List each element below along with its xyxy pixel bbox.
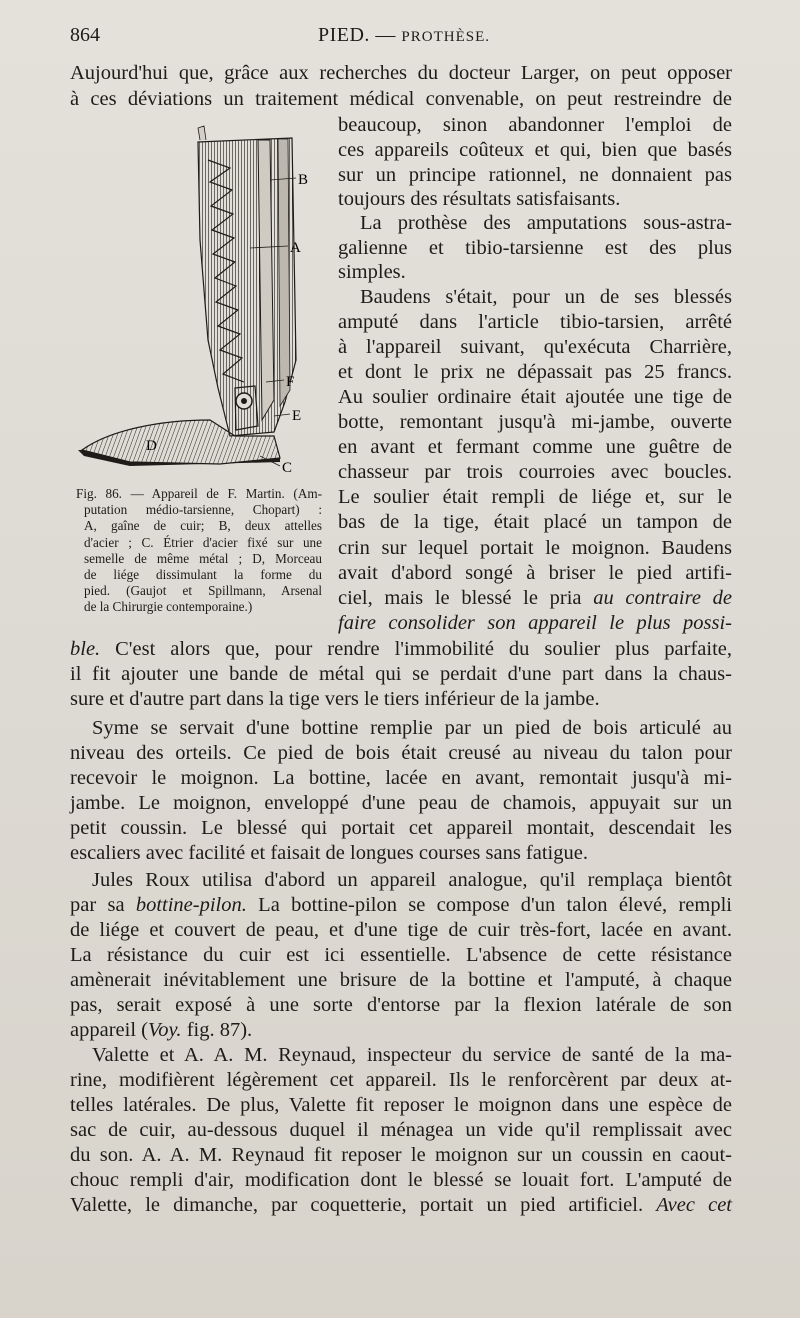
italic-run: faire consolider son appareil le plus possi-: [338, 612, 732, 634]
text-line: [338, 610, 732, 636]
text-line: chasseur par trois courroies avec boucles.: [338, 461, 732, 483]
caption-line: de liége dissimulant la forme du: [84, 566, 322, 582]
figure-caption: [76, 486, 322, 616]
text-run: fig. 87).: [181, 1019, 253, 1041]
text-line: recevoir le moignon. La bottine, lacée en avant, remontait jusqu'à mi-: [70, 767, 732, 789]
label-d: D: [146, 438, 157, 454]
text-line: [70, 1017, 732, 1043]
text-line: botte, remontant jusqu'à mi-jambe, ouverte: [338, 411, 732, 433]
text-line: toujours des résultats satisfaisants.: [338, 188, 621, 210]
label-f: F: [286, 374, 295, 390]
italic-run: Avec cet: [656, 1194, 732, 1216]
text-line: ces appareils coûteux et qui, bien que basés: [338, 139, 732, 161]
text-line: [338, 585, 732, 611]
italic-run: ble.: [70, 638, 101, 660]
text-line: pas, serait exposé à une sorte d'entorse par la flexion latérale de son: [70, 994, 732, 1016]
text-line: beaucoup, sinon abandonner l'emploi de: [338, 114, 732, 136]
text-line: sure et d'autre part dans la tige vers le tiers inférieur de la jambe.: [70, 688, 600, 710]
text-line: de liége et couvert de peau, et d'une tige de cuir très-fort, lacée en avant.: [70, 919, 732, 941]
text-line: [70, 1192, 732, 1218]
running-title: [70, 24, 738, 47]
italic-run: Voy.: [147, 1019, 182, 1041]
text-line: à ces déviations un traitement médical convenable, on peut restreindre de: [70, 88, 732, 110]
text-line: en avant et fermant comme une guêtre de: [338, 436, 732, 458]
text-line: La prothèse des amputations sous-astra-: [360, 212, 732, 234]
text-line: rine, modifièrent légèrement cet appareil. Ils le renforcèrent par deux at-: [70, 1069, 732, 1091]
text-line: à l'appareil suivant, qu'exécuta Charrière,: [338, 336, 732, 358]
running-header: [70, 24, 738, 54]
label-a: A: [290, 240, 301, 256]
text-line: telles latérales. De plus, Valette fit reposer le moignon dans une espèce de: [70, 1094, 732, 1116]
caption-line: pied. (Gaujot et Spillmann, Arsenal: [84, 583, 322, 599]
text-line: La résistance du cuir est ici essentielle. L'absence de cette résistance: [70, 944, 732, 966]
text-line: et dont le prix ne dépassait pas 25 francs.: [338, 361, 732, 383]
text-line: chouc rempli d'air, modification dont le blessé se louait fort. L'amputé de: [70, 1169, 732, 1191]
text-line: sac de cuir, au-dessous duquel il ménagea un vide qu'il remplissait avec: [70, 1119, 732, 1141]
text-line: [70, 892, 732, 918]
prosthesis-illustration: [70, 120, 322, 480]
text-line: simples.: [338, 261, 406, 283]
label-b: B: [298, 172, 309, 188]
text-run: appareil (: [70, 1019, 148, 1041]
text-run: par sa: [70, 894, 136, 916]
text-line: petit coussin. Le blessé qui portait cet appareil montait, descendait les: [70, 817, 732, 839]
caption-line: Fig. 86. — Appareil de F. Martin. (Am-: [76, 486, 322, 501]
text-run: C'est alors que, pour rendre l'immobilité du soulier plus parfaite,: [100, 638, 732, 660]
text-line: niveau des orteils. Ce pied de bois était creusé au niveau du talon pour: [70, 742, 732, 764]
italic-run: au contraire de: [593, 587, 732, 609]
caption-line: A, gaîne de cuir; B, deux attelles: [84, 518, 322, 534]
caption-line: semelle de même métal ; D, Morceau: [84, 550, 322, 566]
boot-shaft: [198, 126, 296, 436]
text-line: escaliers avec facilité et faisait de longues courses sans fatigue.: [70, 842, 588, 864]
text-line: amènerait inévitablement une brisure de la bottine et l'amputé, à chaque: [70, 969, 732, 991]
label-c: C: [282, 460, 293, 476]
text-run: ciel, mais le blessé le pria: [338, 587, 594, 609]
text-line: jambe. Le moignon, enveloppé d'une peau de chamois, appuyait sur un: [70, 792, 732, 814]
running-title-main: PIED. —: [317, 24, 396, 46]
caption-line: putation médio-tarsienne, Chopart) :: [84, 502, 322, 518]
running-title-sub: PROTHÈSE.: [401, 29, 491, 45]
caption-line: d'acier ; C. Étrier d'acier fixé sur une: [84, 534, 322, 550]
text-line: sur un principe rationnel, ne donnaient pas: [338, 164, 732, 186]
text-line: Valette et A. A. M. Reynaud, inspecteur du service de santé de la ma-: [92, 1044, 732, 1066]
text-line: amputé dans l'article tibio-tarsien, arrêté: [338, 311, 732, 333]
text-line: Au soulier ordinaire était ajoutée une tige de: [338, 386, 732, 408]
text-line: [70, 636, 732, 662]
label-e: E: [292, 408, 302, 424]
text-line: du son. A. A. M. Reynaud fit reposer le moignon sur un coussin en caout-: [70, 1144, 732, 1166]
caption-line: de la Chirurgie contemporaine.): [84, 599, 253, 615]
text-line: galienne et tibio-tarsienne est des plus: [338, 237, 732, 259]
text-line: Aujourd'hui que, grâce aux recherches du docteur Larger, on peut opposer: [70, 62, 732, 84]
text-line: bas de la tige, était placé un tampon de: [338, 511, 732, 533]
text-line: Le soulier était rempli de liége et, sur le: [338, 486, 732, 508]
text-run: La bottine-pilon se compose d'un talon élevé, rempli: [246, 894, 732, 916]
text-line: Baudens s'était, pour un de ses blessés: [360, 286, 732, 308]
text-line: Jules Roux utilisa d'abord un appareil analogue, qu'il remplaça bientôt: [92, 869, 732, 891]
page-number: 864: [70, 24, 100, 46]
italic-run: bottine-pilon.: [135, 894, 247, 916]
text-line: avait d'abord songé à briser le pied artifi-: [338, 562, 732, 584]
text-run: Valette, le dimanche, par coquetterie, portait un pied artificiel.: [70, 1194, 657, 1216]
text-line: Syme se servait d'une bottine remplie par un pied de bois articulé au: [92, 717, 732, 739]
text-line: crin sur lequel portait le moignon. Baudens: [338, 537, 732, 559]
text-line: il fit ajouter une bande de métal qui se perdait d'une part dans la chaus-: [70, 663, 732, 685]
